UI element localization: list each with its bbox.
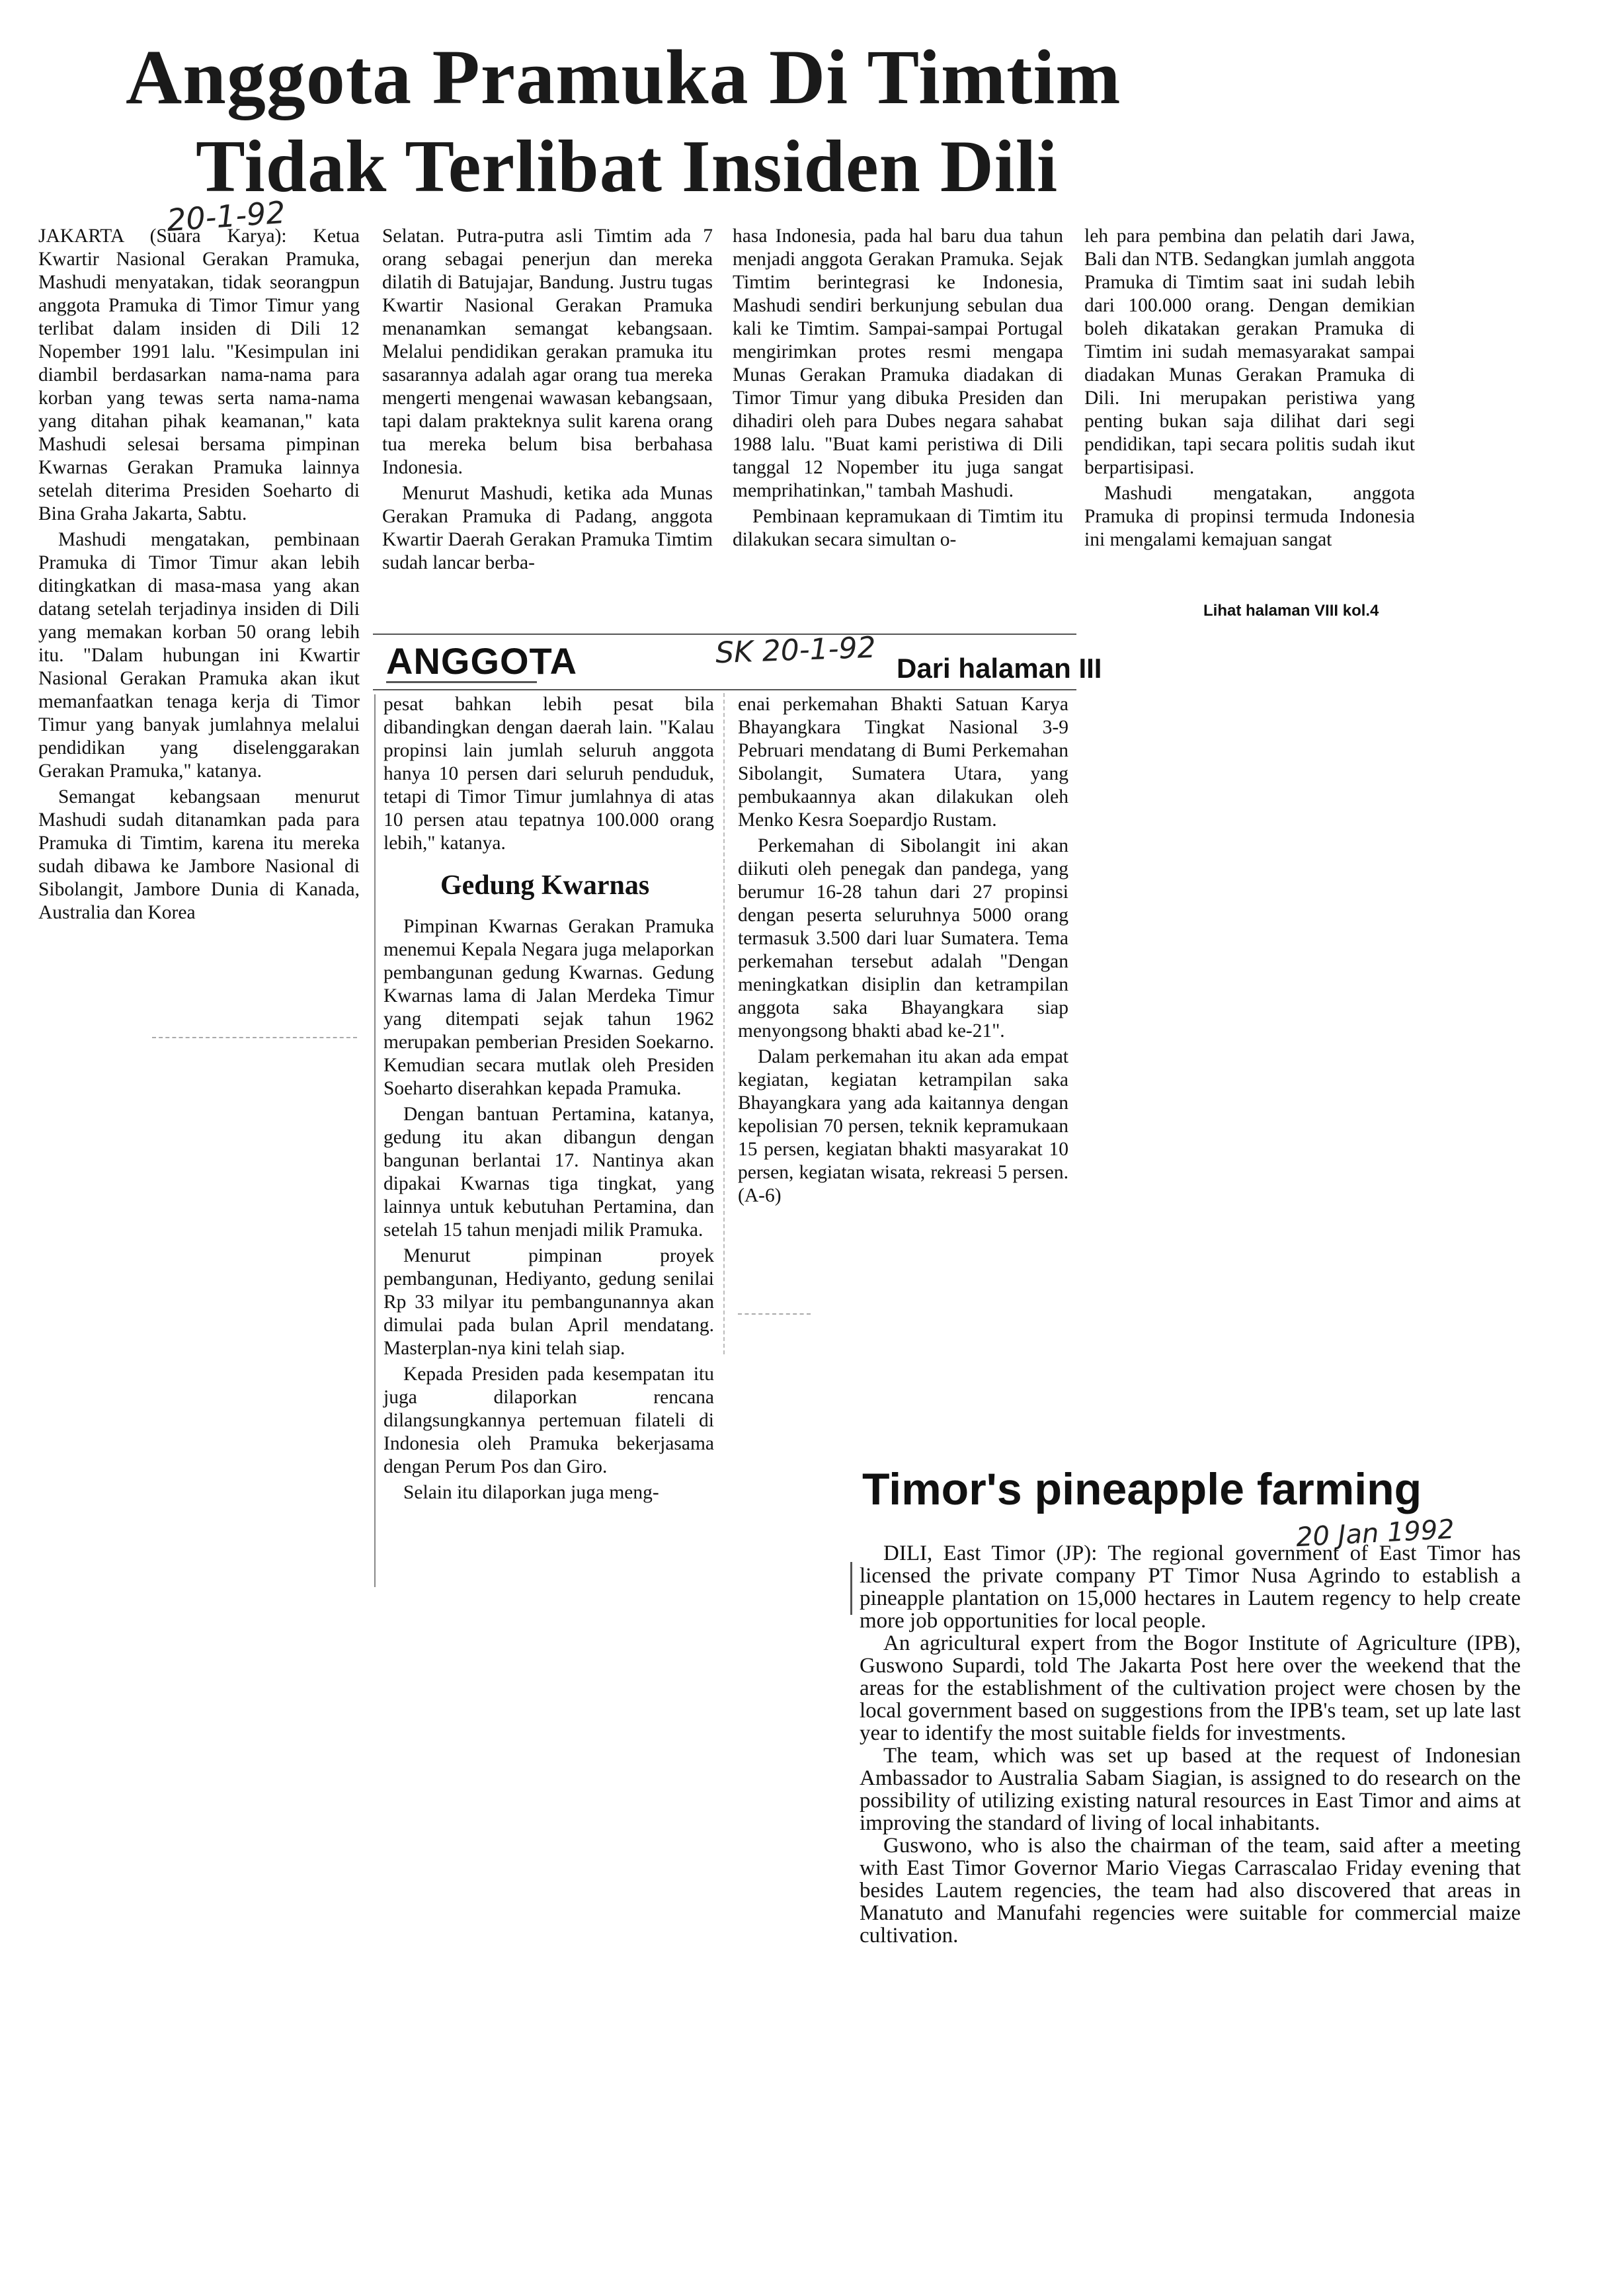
article-column-3 [733,225,1063,622]
paragraph: pesat bahkan lebih pesat bila dibandingkan dengan daerah lain. "Kalau propinsi lain jumlah seluruh anggota hanya 10 persen dari seluruh penduduk, tetapi di Timor Timur jumlahnya di atas 10 persen atau tepatnya 100.000 orang lebih," katanya. [383,694,714,854]
paragraph: DILI, East Timor (JP): The regional government of East Timor has licensed the private company PT Timor Nusa Agrindo to establish a pineapple plantation on 15,000 hectares in Lautem regency to help create more job opportunities for local people. [860,1541,1521,1633]
paragraph: The team, which was set up based at the request of Indonesian Ambassador to Australia Sabam Siagian, is assigned to do research on the possibility of utilizing existing natural resources in East Timor and aims at improving the standard of living of local inhabitants. [860,1744,1521,1835]
paragraph: Perkemahan di Sibolangit ini akan diikuti oleh penegak dan pandega, yang berumur 16-28 tahun dari 27 propinsi dengan peserta seluruhnya 5000 orang termasuk 3.500 dari luar Sumatera. Tema perkemahan tersebut adalah "Dengan meningkatkan disiplin dan ketrampilan anggota saka Bhayangkara siap menyongsong bhakti abad ke-21". [738,835,1068,1042]
paragraph: Kepada Presiden pada kesempatan itu juga dilaporkan rencana dilangsungkannya pertemuan filateli di Indonesia oleh Pramuka bekerjasama dengan Perum Pos dan Giro. [383,1364,714,1477]
english-handwritten-date: 20 Jan 1992 [1295,1514,1455,1553]
paragraph: JAKARTA (Suara Karya): Ketua Kwartir Nasional Gerakan Pramuka, Mashudi menyatakan, tidak seorangpun anggota Pramuka di Timor Timur yang terlibat dalam insiden di Dili 12 Nopember 1991 lalu. "Kesimpulan ini diambil berdasarkan nama-nama para korban yang tewas serta nama-nama yang ditahan pihak keamanan," kata Mashudi selesai bersama pimpinan Kwarnas Gerakan Pramuka lainnya setelah diterima Presiden Soeharto di Bina Graha Jakarta, Sabtu. [38,226,360,524]
paragraph: hasa Indonesia, pada hal baru dua tahun menjadi anggota Gerakan Pramuka. Sejak Timtim berintegrasi ke Indonesia, Mashudi sendiri berkunjung sebulan dua kali ke Timtim. Sampai-sampai Portugal mengirimkan protes resmi mengapa Munas Gerakan Pramuka diadakan di Timor Timur yang dibuka Presiden dan dihadiri oleh para Dubes negara sahabat 1988 lalu. "Buat kami peristiwa di Dili tanggal 12 Nopember itu juga sangat memprihatinkan," tambah Mashudi. [733,226,1063,501]
paragraph: Pembinaan kepramukaan di Timtim itu dilakukan secara simultan o- [733,506,1063,550]
headline-line-2: Tidak Terlibat Insiden Dili [196,126,1059,208]
continuation-label: ANGGOTA [386,640,578,682]
continuation-handwritten-note: SK 20-1-92 [715,630,877,671]
continuation-top-rule [373,634,1076,635]
handwritten-date: 20-1-92 [165,194,287,239]
paragraph: Selain itu dilaporkan juga meng- [403,1482,659,1503]
margin-mark [850,1562,852,1615]
paragraph: leh para pembina dan pelatih dari Jawa, Bali dan NTB. Sedangkan jumlah anggota Pramuka di Timtim saat ini sudah lebih dari 100.000 orang. Dengan demikian boleh dikatakan gerakan Pramuka di Timtim ini sudah memasyarakat sampai diadakan Munas Gerakan Pramuka di Dili. Ini merupakan peristiwa yang penting bukan saja dilihat dari segi pendidikan, tapi secara politis sudah ikut berpartisipasi. [1084,226,1415,478]
paragraph: An agricultural expert from the Bogor Institute of Agriculture (IPB), Guswono Supardi, told The Jakarta Post here over the weekend that the areas for the establishment of the cultivation project were chosen by the local government based on suggestions from the IPB's team, set up late last year to identify the most suitable fields for investments. [860,1631,1521,1745]
english-article-body [860,1542,1521,2217]
continuation-column-2 [738,693,1068,1301]
paragraph: enai perkemahan Bhakti Satuan Karya Bhayangkara Tingkat Nasional 3-9 Pebruari mendatang di Bumi Perkemahan Sibolangit, Sumatera Utara, yang pembukaannya akan dilakukan oleh Menko Kesra Soepardjo Rustam. [738,694,1068,831]
continuation-from-page: Dari halaman III [897,653,1102,684]
paragraph: Semangat kebangsaan menurut Mashudi sudah ditanamkan pada para Pramuka di Timtim, karena itu mereka sudah dibawa ke Jambore Nasional di Sibolangit, Jambore Dunia di Kanada, Australia dan Korea [38,786,360,923]
continuation-column-1 [383,693,714,854]
continuation-bottom-rule [373,689,1076,690]
paragraph: Guswono, who is also the chairman of the team, said after a meeting with East Timor Governor Mario Viegas Carrascalao Friday evening that besides Lautem regencies, the team had also discovered that areas in Manatuto and Manufahi regencies were suitable for commercial maize cultivation. [860,1834,1521,1948]
continuation-subhead: Gedung Kwarnas [440,870,650,901]
continuation-label-underline [386,681,537,683]
article-column-2 [382,225,713,622]
paragraph: Mashudi mengatakan, pembinaan Pramuka di Timor Timur akan lebih ditingkatkan di masa-masa yang akan datang setelah terjadinya insiden di Dili yang memakan korban 50 orang lebih itu. "Dalam hubungan ini Kwartir Nasional Gerakan Pramuka akan ikut memanfaatkan tenaga kerja di Timor Timur yang banyak jumlahnya melalui pendidikan yang diselenggarakan Gerakan Pramuka," katanya. [38,529,360,782]
paragraph: Selatan. Putra-putra asli Timtim ada 7 orang sebagai penerjun dan mereka dilatih di Batujajar, Bandung. Justru tugas Kwartir Nasional Gerakan Pramuka menanamkan semangat kebangsaan. Melalui pendidikan gerakan pramuka itu sasarannya adalah agar orang tua mereka mengerti mengenai wawasan kebangsaan, tapi dalam prakteknya sulit karena orang tua mereka belum bisa berbahasa Indonesia. [382,226,713,478]
continuation-middle-rule [723,693,725,1354]
paragraph: Dalam perkemahan itu akan ada empat kegiatan, kegiatan ketrampilan saka Bhayangkara yang ada kaitannya dengan kepolisian 70 persen, teknik kepramukaan 15 persen, kegiatan bhakti masyarakat 10 persen, kegiatan wisata, rekreasi 5 persen. (A-6) [738,1046,1068,1206]
headline-line-1: Anggota Pramuka Di Timtim [126,34,1121,120]
continuation-left-rule [374,694,376,1587]
article-column-1 [38,225,360,1032]
paragraph: Mashudi mengatakan, anggota Pramuka di propinsi termuda Indonesia ini mengalami kemajuan sangat [1084,483,1415,550]
english-headline: Timor's pineapple farming [862,1464,1422,1514]
paragraph: Menurut pimpinan proyek pembangunan, Hediyanto, gedung senilai Rp 33 milyar itu pembangunannya akan dimulai pada bulan April mendatang. Masterplan-nya kini telah siap. [383,1245,714,1359]
paragraph: Dengan bantuan Pertamina, katanya, gedung itu akan dibangun dengan bangunan berlantai 17. Nantinya akan dipakai Kwarnas tiga tingkat, yang lainnya untuk kebutuhan Pertamina, dan setelah 15 tahun menjadi milik Pramuka. [383,1104,714,1241]
see-more-reference: Lihat halaman VIII kol.4 [1203,602,1379,620]
continuation-column-1b [383,915,714,1577]
article-column-4 [1084,225,1415,602]
paragraph: Pimpinan Kwarnas Gerakan Pramuka menemui Kepala Negara juga melaporkan pembangunan gedung Kwarnas. Gedung Kwarnas lama di Jalan Merdeka Timur yang ditempati sejak tahun 1962 merupakan pemberian Presiden Soekarno. Kemudian secara mutlak oleh Presiden Soeharto diserahkan kepada Pramuka. [383,916,714,1099]
paragraph: Menurut Mashudi, ketika ada Munas Gerakan Pramuka di Padang, anggota Kwartir Daerah Gerakan Pramuka Timtim sudah lancar berba- [382,483,713,573]
column-end-rule [738,1313,811,1315]
column-end-rule [152,1037,357,1038]
